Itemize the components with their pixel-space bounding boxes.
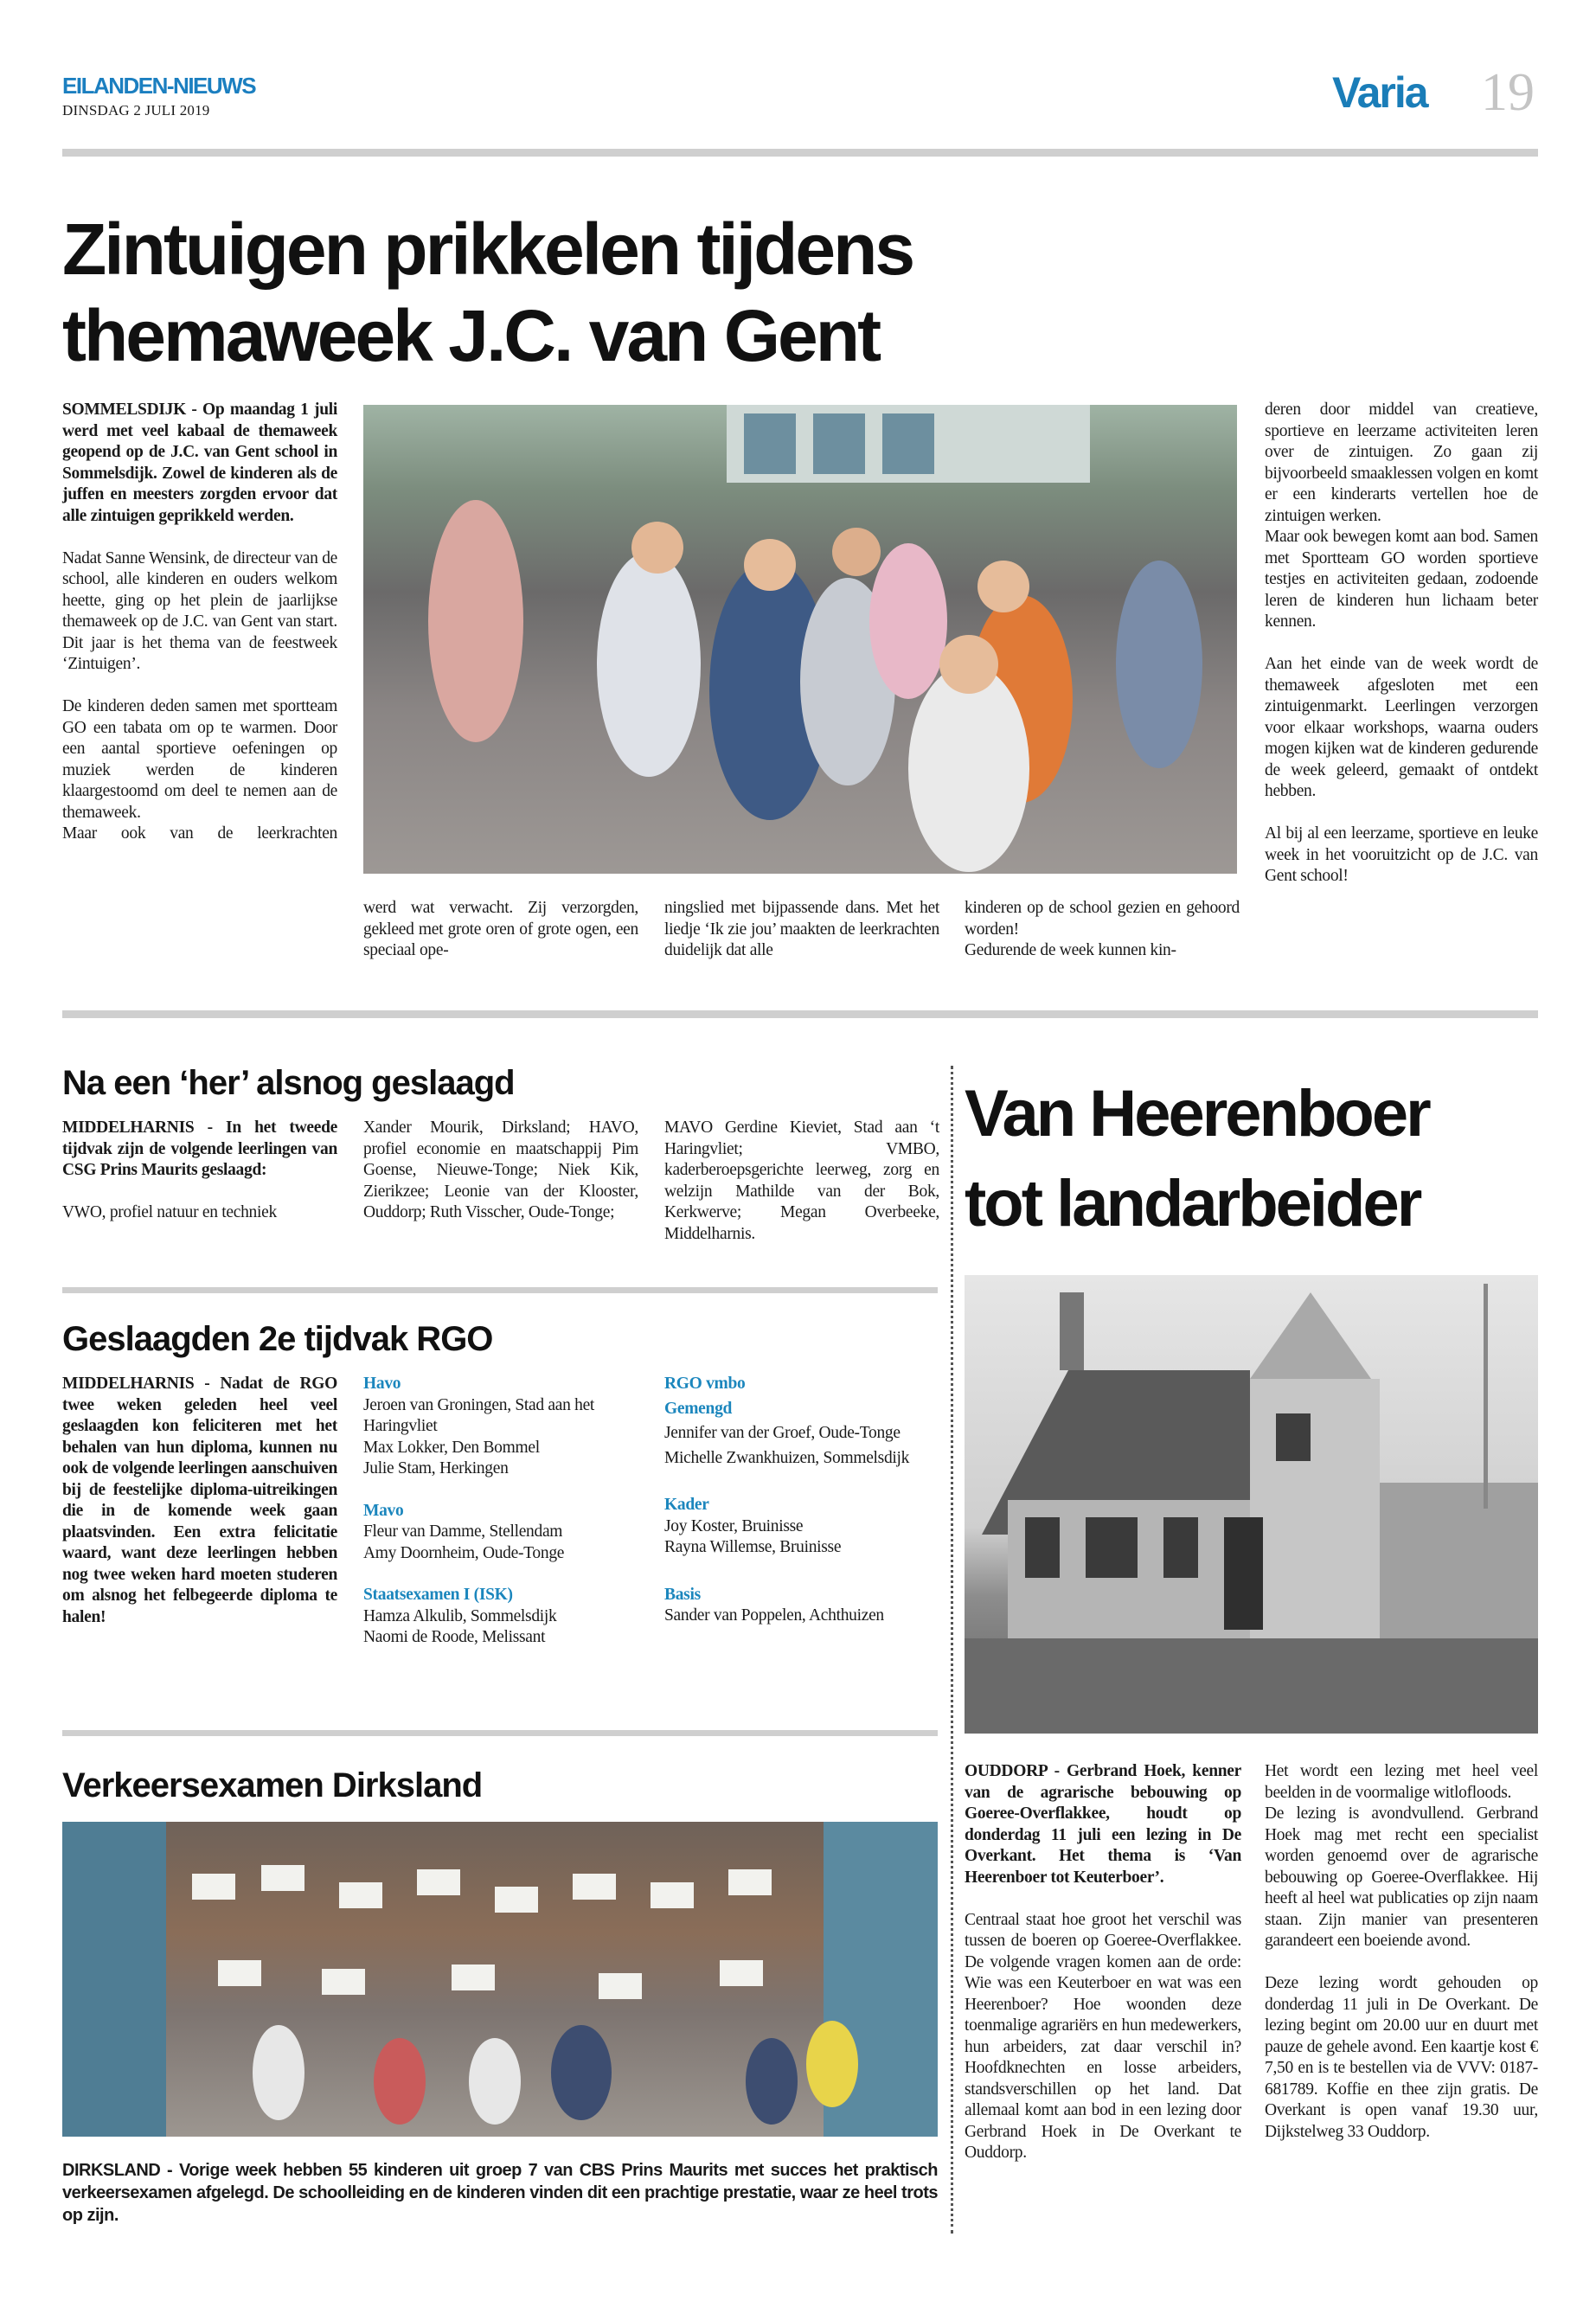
group-title: Gemengd <box>664 1399 733 1418</box>
column-divider <box>951 1066 953 2234</box>
article-column <box>363 1118 638 1224</box>
page-number: 19 <box>1481 63 1535 122</box>
headline-line: Van Heerenboer <box>965 1077 1429 1150</box>
paragraph: Het wordt een lezing met heel veel beelden in de voormalige witlofloods. <box>1265 1762 1538 1802</box>
lead-paragraph: OUDDORP - Gerbrand Hoek, kenner van de agrarische bebouwing op Goeree-Overflakkee, houdt op donderdag 11 juli een lezing in De Overkant. Het thema is ‘Van Heerenboer tot Keuterboer’. <box>965 1762 1241 1887</box>
paragraph: Xander Mourik, Dirksland; HAVO, profiel economie en maatschappij Pim Goense, Nieuwe-Tonge; Niek Kik, Zierikzee; Leonie van der Klooster, Ouddorp; Ruth Visscher, Oude-Tonge; <box>363 1118 638 1221</box>
graduate-name: Julie Stam, Herkingen <box>363 1459 509 1477</box>
headline: Verkeersexamen Dirksland <box>62 1766 483 1804</box>
graduate-name: Fleur van Damme, Stellendam <box>363 1522 563 1541</box>
graduate-group <box>363 1374 649 1480</box>
section-rule <box>62 1287 938 1293</box>
photo-verkeersexamen-group <box>62 1822 938 2137</box>
paragraph: Maar ook bewegen komt aan bod. Samen met Sportteam GO worden sportieve testjes en activiteiten gedaan, zodoende leren de kinderen hun lichaam beter kennen. <box>1265 528 1538 631</box>
graduate-name: Jeroen van Groningen, Stad aan het Haringvliet <box>363 1395 595 1435</box>
graduate-name: Amy Doornheim, Oude-Tonge <box>363 1543 565 1562</box>
headline <box>62 206 913 379</box>
headline-line: Zintuigen prikkelen tijdens <box>62 208 913 290</box>
paragraph: MAVO Gerdine Kieviet, Stad aan ‘t Haringvliet; VMBO, kaderberoepsgerichte leerweg, zorg en welzijn Mathilde van der Bok, Kerkwerve; Megan Overbeeke, Middelharnis. <box>664 1118 939 1243</box>
graduate-name: Rayna Willemse, Bruinisse <box>664 1538 842 1556</box>
paragraph: De kinderen deden samen met sportteam GO een tabata om op te warmen. Door een aantal sportieve oefeningen op muziek werden de kinderen klaargestoomd om deel te nemen aan de themaweek. <box>62 697 337 822</box>
photo-old-farmhouse <box>965 1275 1538 1734</box>
article-column <box>965 898 1240 962</box>
paragraph: Aan het einde van de week wordt de themaweek afgesloten met een zintuigenmarkt. Leerlingen verzorgen voor elkaar workshops, waarna ouders mogen kijken wat de kinderen gedurende de week geleerd, gemaakt of ontdekt hebben. <box>1265 655 1538 800</box>
graduate-name: Sander van Poppelen, Achthuizen <box>664 1606 884 1625</box>
group-title: Kader <box>664 1496 709 1514</box>
photo-content <box>965 1275 1538 1734</box>
lead-paragraph: MIDDELHARNIS - In het tweede tijdvak zijn de volgende leerlingen van CSG Prins Maurits geslaagd: <box>62 1118 337 1179</box>
paragraph: Nadat Sanne Wensink, de directeur van de school, alle kinderen en ouders welkom heette, ging op het plein de jaarlijkse themaweek op de J.C. van Gent van start. Dit jaar is het thema van de feestweek ‘Zintuigen’. <box>62 548 337 673</box>
article-column <box>62 1374 337 1628</box>
lead-paragraph: SOMMELSDIJK - Op maandag 1 juli werd met veel kabaal de themaweek geopend op de J.C. van Gent school in Sommelsdijk. Zowel de kinderen als de juffen en meesters zorgden ervoor dat alle zintuigen geprikkeld werden. <box>62 401 337 525</box>
paragraph: Al bij al een leerzame, sportieve en leuke week in het vooruitzicht op de J.C. van Gent school! <box>1265 824 1538 885</box>
article-column <box>664 1118 939 1245</box>
headline: Na een ‘her’ alsnog geslaagd <box>62 1064 515 1102</box>
photo-content <box>363 405 1237 874</box>
newspaper-logo: EILANDEN-NIEUWS <box>62 73 256 99</box>
headline: Geslaagden 2e tijdvak RGO <box>62 1320 493 1358</box>
photo-dancing-children <box>363 405 1237 874</box>
paragraph: VWO, profiel natuur en techniek <box>62 1203 277 1221</box>
section-rule <box>62 1010 1538 1018</box>
graduate-group <box>664 1495 939 1559</box>
article-column <box>965 1761 1241 2164</box>
graduate-group <box>664 1399 939 1470</box>
graduates-list <box>664 1374 939 1627</box>
paragraph: De lezing is avondvullend. Gerbrand Hoek mag met recht een specialist worden genoemd over de agrarische bebouwing op Goeree-Overflakkee. Hij heeft al heel wat publicaties op zijn naam staan. Zijn manier van presenteren garandeert een boeiende avond. <box>1265 1804 1538 1950</box>
graduate-name: Michelle Zwankhuizen, Sommelsdijk <box>664 1448 910 1467</box>
article-column <box>62 400 337 845</box>
graduate-group <box>664 1585 939 1627</box>
lead-paragraph: MIDDELHARNIS - Nadat de RGO twee weken geleden heel veel geslaagden kon feliciteren met het behalen van hun diploma, kunnen nu ook de volgende leerlingen aanschuiven bij de feestelijke diploma-uitreikingen die in de komende week gaan plaatsvinden. Een extra felicitatie waard, want deze leerlingen hebben nog twee weken hard moeten studeren om alsnog het felbegeerde diploma te halen! <box>62 1375 337 1626</box>
header-rule <box>62 149 1538 157</box>
paragraph: ningslied met bijpassende dans. Met het liedje ‘Ik zie jou’ maakten de leerkrachten duidelijk dat alle <box>664 899 939 959</box>
paragraph: Centraal staat hoe groot het verschil was tussen de boeren op Goeree-Overflakkee. De volgende vragen komen aan de orde: Wie was een Keuterboer en wat was een Heerenboer? Hoe woonden deze toenmalige agrariërs en hun medewerkers, hun arbeiders, zat daar verschil in? Hoofdknechten en losse arbeiders, standsverschillen op het land. Dat allemaal komt aan bod in een lezing door Gerbrand Hoek in De Overkant te Ouddorp. <box>965 1910 1241 2162</box>
headline <box>965 1069 1429 1249</box>
photo-content <box>62 1822 938 2137</box>
graduate-name: Joy Koster, Bruinisse <box>664 1516 804 1535</box>
article-column <box>62 1118 337 1224</box>
graduate-name: Jennifer van der Groef, Oude-Tonge <box>664 1424 901 1442</box>
section-rule <box>62 1730 938 1736</box>
article-column <box>1265 1761 1538 2143</box>
paragraph: werd wat verwacht. Zij verzorgden, gekleed met grote oren of grote ogen, een speciaal ope- <box>363 899 638 959</box>
headline-line: tot landarbeider <box>965 1167 1420 1240</box>
graduates-list <box>363 1374 649 1649</box>
article-column <box>664 898 939 962</box>
graduate-name: Hamza Alkulib, Sommelsdijk <box>363 1606 557 1625</box>
group-title: Staatsexamen I (ISK) <box>363 1586 513 1604</box>
headline-line: themaweek J.C. van Gent <box>62 295 880 376</box>
paragraph: Gedurende de week kunnen kin- <box>965 941 1176 959</box>
graduate-group <box>363 1585 649 1649</box>
issue-date: DINSDAG 2 JULI 2019 <box>62 102 210 119</box>
article-column <box>1265 400 1538 888</box>
article-column <box>363 898 638 962</box>
photo-caption: DIRKSLAND - Vorige week hebben 55 kinderen uit groep 7 van CBS Prins Maurits met succes het praktisch verkeersexamen afgelegd. De schoolleiding en de kinderen vinden dit een prachtige prestatie, waar ze heel trots op zijn. <box>62 2161 938 2225</box>
group-title: Havo <box>363 1375 401 1393</box>
section-title: Varia <box>1332 68 1427 117</box>
graduate-name: Max Lokker, Den Bommel <box>363 1438 540 1457</box>
group-heading: RGO vmbo <box>664 1375 746 1393</box>
paragraph: Maar ook van de leerkrachten <box>62 824 337 843</box>
group-title: Basis <box>664 1585 701 1604</box>
paragraph: deren door middel van creatieve, sportieve en leerzame activiteiten leren over de zintuigen. Zo gaan zij bijvoorbeeld smaaklessen volgen en komt er een kinderarts vertellen hoe de zintuigen werken. <box>1265 401 1538 525</box>
graduate-group <box>363 1501 649 1565</box>
graduate-name: Naomi de Roode, Melissant <box>363 1628 546 1646</box>
paragraph: Deze lezing wordt gehouden op donderdag 11 juli in De Overkant. De lezing begint om 20.00 uur en duurt met pauze de gehele avond. Een kaartje kost € 7,50 en is te bestellen via de VVV: 0187-681789. Koffie en thee zijn gratis. De Overkant is open vanaf 19.30 uur, Dijkstelweg 33 Ouddorp. <box>1265 1974 1538 2141</box>
paragraph: kinderen op de school gezien en gehoord worden! <box>965 899 1240 939</box>
group-title: Mavo <box>363 1501 404 1520</box>
